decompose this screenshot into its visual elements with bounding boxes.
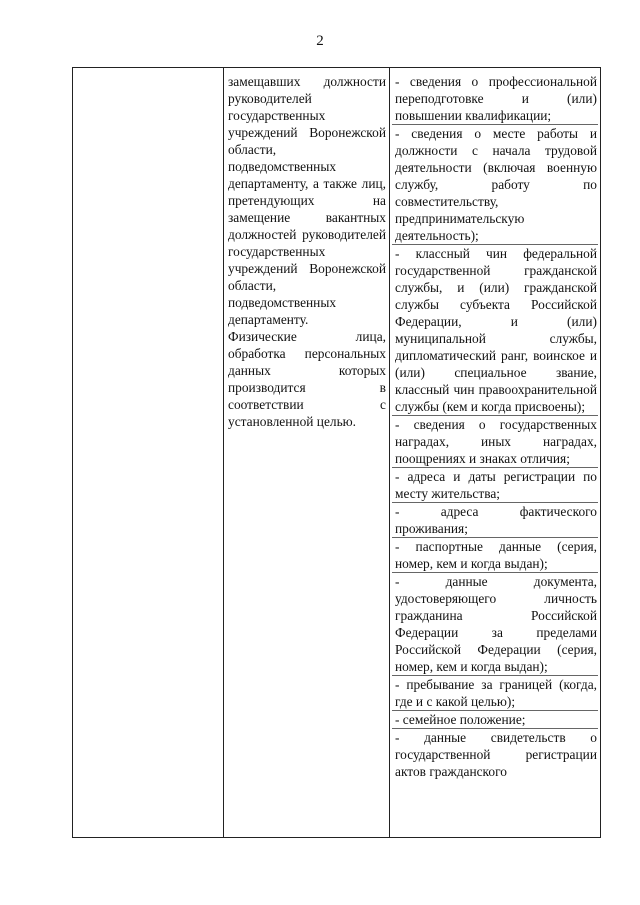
data-list-item: - сведения о профессиональной переподготовке и (или) повышении квалификации; <box>392 73 598 125</box>
data-list-item: - данные свидетельств о государственной регистрации актов гражданского <box>395 730 597 779</box>
categories-paragraph: замещавших должности руководителей государственных учреждений Воронежской области, подведомственных департаменту, а также лиц, претендующих на замещение вакантных должностей руководителей государственных учреждений Воронежской области, подведомственных департаменту. <box>228 74 386 327</box>
data-table <box>72 67 601 838</box>
page-number: 2 <box>316 33 324 49</box>
data-list-item: - сведения о государственных наградах, иных наградах, поощрениях и знаках отличия; <box>392 416 598 468</box>
data-list-column <box>392 73 598 780</box>
data-list-item: - семейное положение; <box>392 711 598 729</box>
categories-paragraph: Физические лица, обработка персональных данных которых производится в соответствии с установленной целью. <box>228 329 386 429</box>
data-list-item: - сведения о месте работы и должности с начала трудовой деятельности (включая военную службу, работу по совместительству, предпринимательскую деятельность); <box>392 125 598 245</box>
categories-column <box>228 73 386 430</box>
data-list-item: - классный чин федеральной государственной гражданской службы, и (или) гражданской службы субъекта Российской Федерации, и (или) муниципальной службы, дипломатический ранг, воинское и (или) специальное звание, классный чин правоохранительной службы (кем и когда присвоены); <box>392 245 598 416</box>
column-divider <box>223 68 224 837</box>
data-list-item: - адреса и даты регистрации по месту жительства; <box>392 468 598 503</box>
data-list-item: - пребывание за границей (когда, где и с какой целью); <box>392 676 598 711</box>
data-list-item: - паспортные данные (серия, номер, кем и когда выдан); <box>392 538 598 573</box>
column-divider <box>389 68 390 837</box>
data-list-item: - адреса фактического проживания; <box>392 503 598 538</box>
data-list-item: - данные документа, удостоверяющего личность гражданина Российской Федерации за пределами Российской Федерации (серия, номер, кем и когда выдан); <box>392 573 598 676</box>
